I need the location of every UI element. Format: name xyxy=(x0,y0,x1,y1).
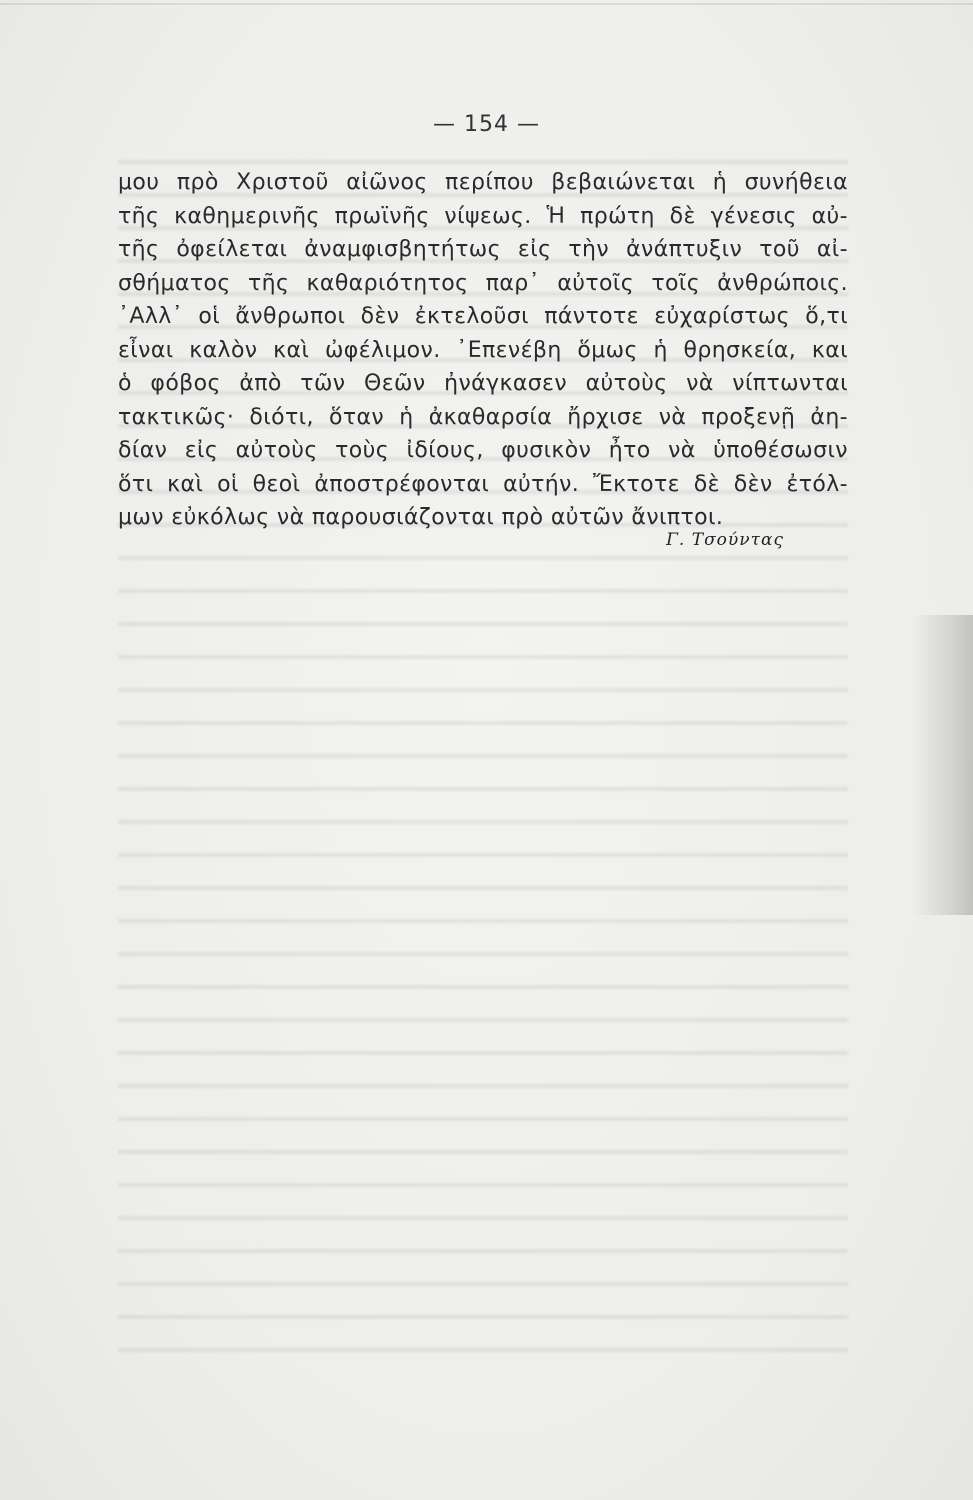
text-line: ᾿Αλλ᾽ οἱ ἄνθρωποι δὲν ἐκτελοῦσι πάντοτε εὐχαρίστως ὅ,τι xyxy=(118,304,848,329)
text-line: ὁ φόβος ἀπὸ τῶν Θεῶν ἠνάγκασεν αὐτοὺς νὰ νίπτωνται xyxy=(118,371,848,396)
text-line: εἶναι καλὸν καὶ ὠφέλιμον. ᾿Επενέβη ὅμως ἡ θρησκεία, και xyxy=(118,337,848,363)
text-line: σθήματος τῆς καθαριότητος παρ᾽ αὐτοῖς τοῖς ἀνθρώποις. xyxy=(118,270,848,296)
text-line: μου πρὸ Χριστοῦ αἰῶνος περίπου βεβαιώνεται ἡ συνήθεια xyxy=(118,170,848,195)
author-signature: Γ. Τσούντας xyxy=(666,530,784,550)
text-line: μων εὐκόλως νὰ παρουσιάζονται πρὸ αὐτῶν ἄνιπτοι. xyxy=(118,505,724,530)
page-edge xyxy=(0,3,973,5)
text-line: τῆς καθημερινῆς πρωϊνῆς νίψεως. Ἡ πρώτη δὲ γένεσις αὐ- xyxy=(118,203,848,229)
text-line: δίαν εἰς αὐτοὺς τοὺς ἰδίους, φυσικὸν ἦτο νὰ ὑποθέσωσιν xyxy=(118,438,848,463)
text-line: τακτικῶς· διότι, ὅταν ἡ ἀκαθαρσία ἤρχισε νὰ προξενῇ ἀη- xyxy=(118,404,848,430)
page-number: — 154 — xyxy=(433,112,540,137)
text-line: τῆς ὀφείλεται ἀναμφισβητήτως εἰς τὴν ἀνάπτυξιν τοῦ αἰ- xyxy=(118,237,848,262)
text-line: ὅτι καὶ οἱ θεοὶ ἀποστρέφονται αὐτήν. Ἔκτοτε δὲ δὲν ἐτόλ- xyxy=(118,471,848,497)
body-paragraph xyxy=(118,166,848,535)
page-edge-shadow xyxy=(913,615,973,915)
